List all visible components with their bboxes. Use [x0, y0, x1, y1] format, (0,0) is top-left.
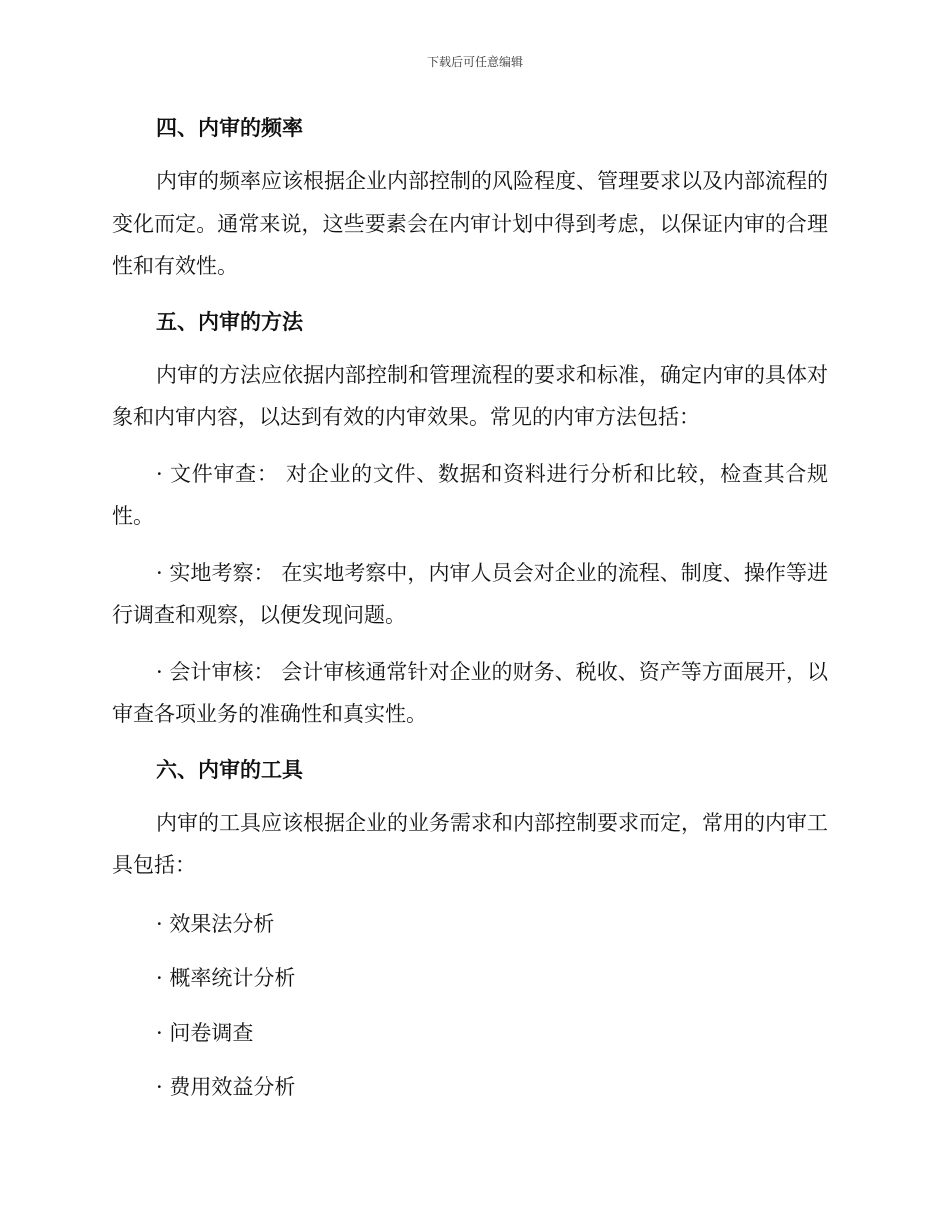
list-item-questionnaire: · 问卷调查: [156, 1020, 254, 1045]
section-paragraph-methods: 内审的方法应依据内部控制和管理流程的要求和标准，确定内审的具体对象和内审内容，以达到有效的内审效果。常见的内审方法包括：: [112, 362, 828, 429]
list-item-site-inspection: · 实地考察： 在实地考察中，内审人员会对企业的流程、制度、操作等进行调查和观察，以便发现问题。: [112, 560, 828, 627]
list-item-cost-benefit-analysis: · 费用效益分析: [156, 1075, 296, 1099]
page-header: 下载后可任意编辑: [426, 55, 523, 69]
list-item-probability-statistics: · 概率统计分析: [156, 966, 296, 990]
list-item-accounting-audit: · 会计审核： 会计审核通常针对企业的财务、税收、资产等方面展开，以审查各项业务的准确性和真实性。: [112, 659, 828, 726]
section-paragraph-frequency: 内审的频率应该根据企业内部控制的风险程度、管理要求以及内部流程的变化而定。通常来说，这些要素会在内审计划中得到考虑，以保证内审的合理性和有效性。: [112, 169, 828, 278]
document-body: [112, 108, 828, 1109]
section-paragraph-tools: 内审的工具应该根据企业的业务需求和内部控制要求而定，常用的内审工具包括：: [112, 810, 828, 877]
list-item-document-review: · 文件审查： 对企业的文件、数据和资料进行分析和比较，检查其合规性。: [112, 461, 828, 528]
list-item-effect-analysis: · 效果法分析: [156, 911, 275, 936]
section-heading-tools: 六、内审的工具: [156, 756, 303, 782]
section-heading-methods: 五、内审的方法: [156, 308, 303, 334]
section-heading-frequency: 四、内审的频率: [156, 115, 303, 140]
